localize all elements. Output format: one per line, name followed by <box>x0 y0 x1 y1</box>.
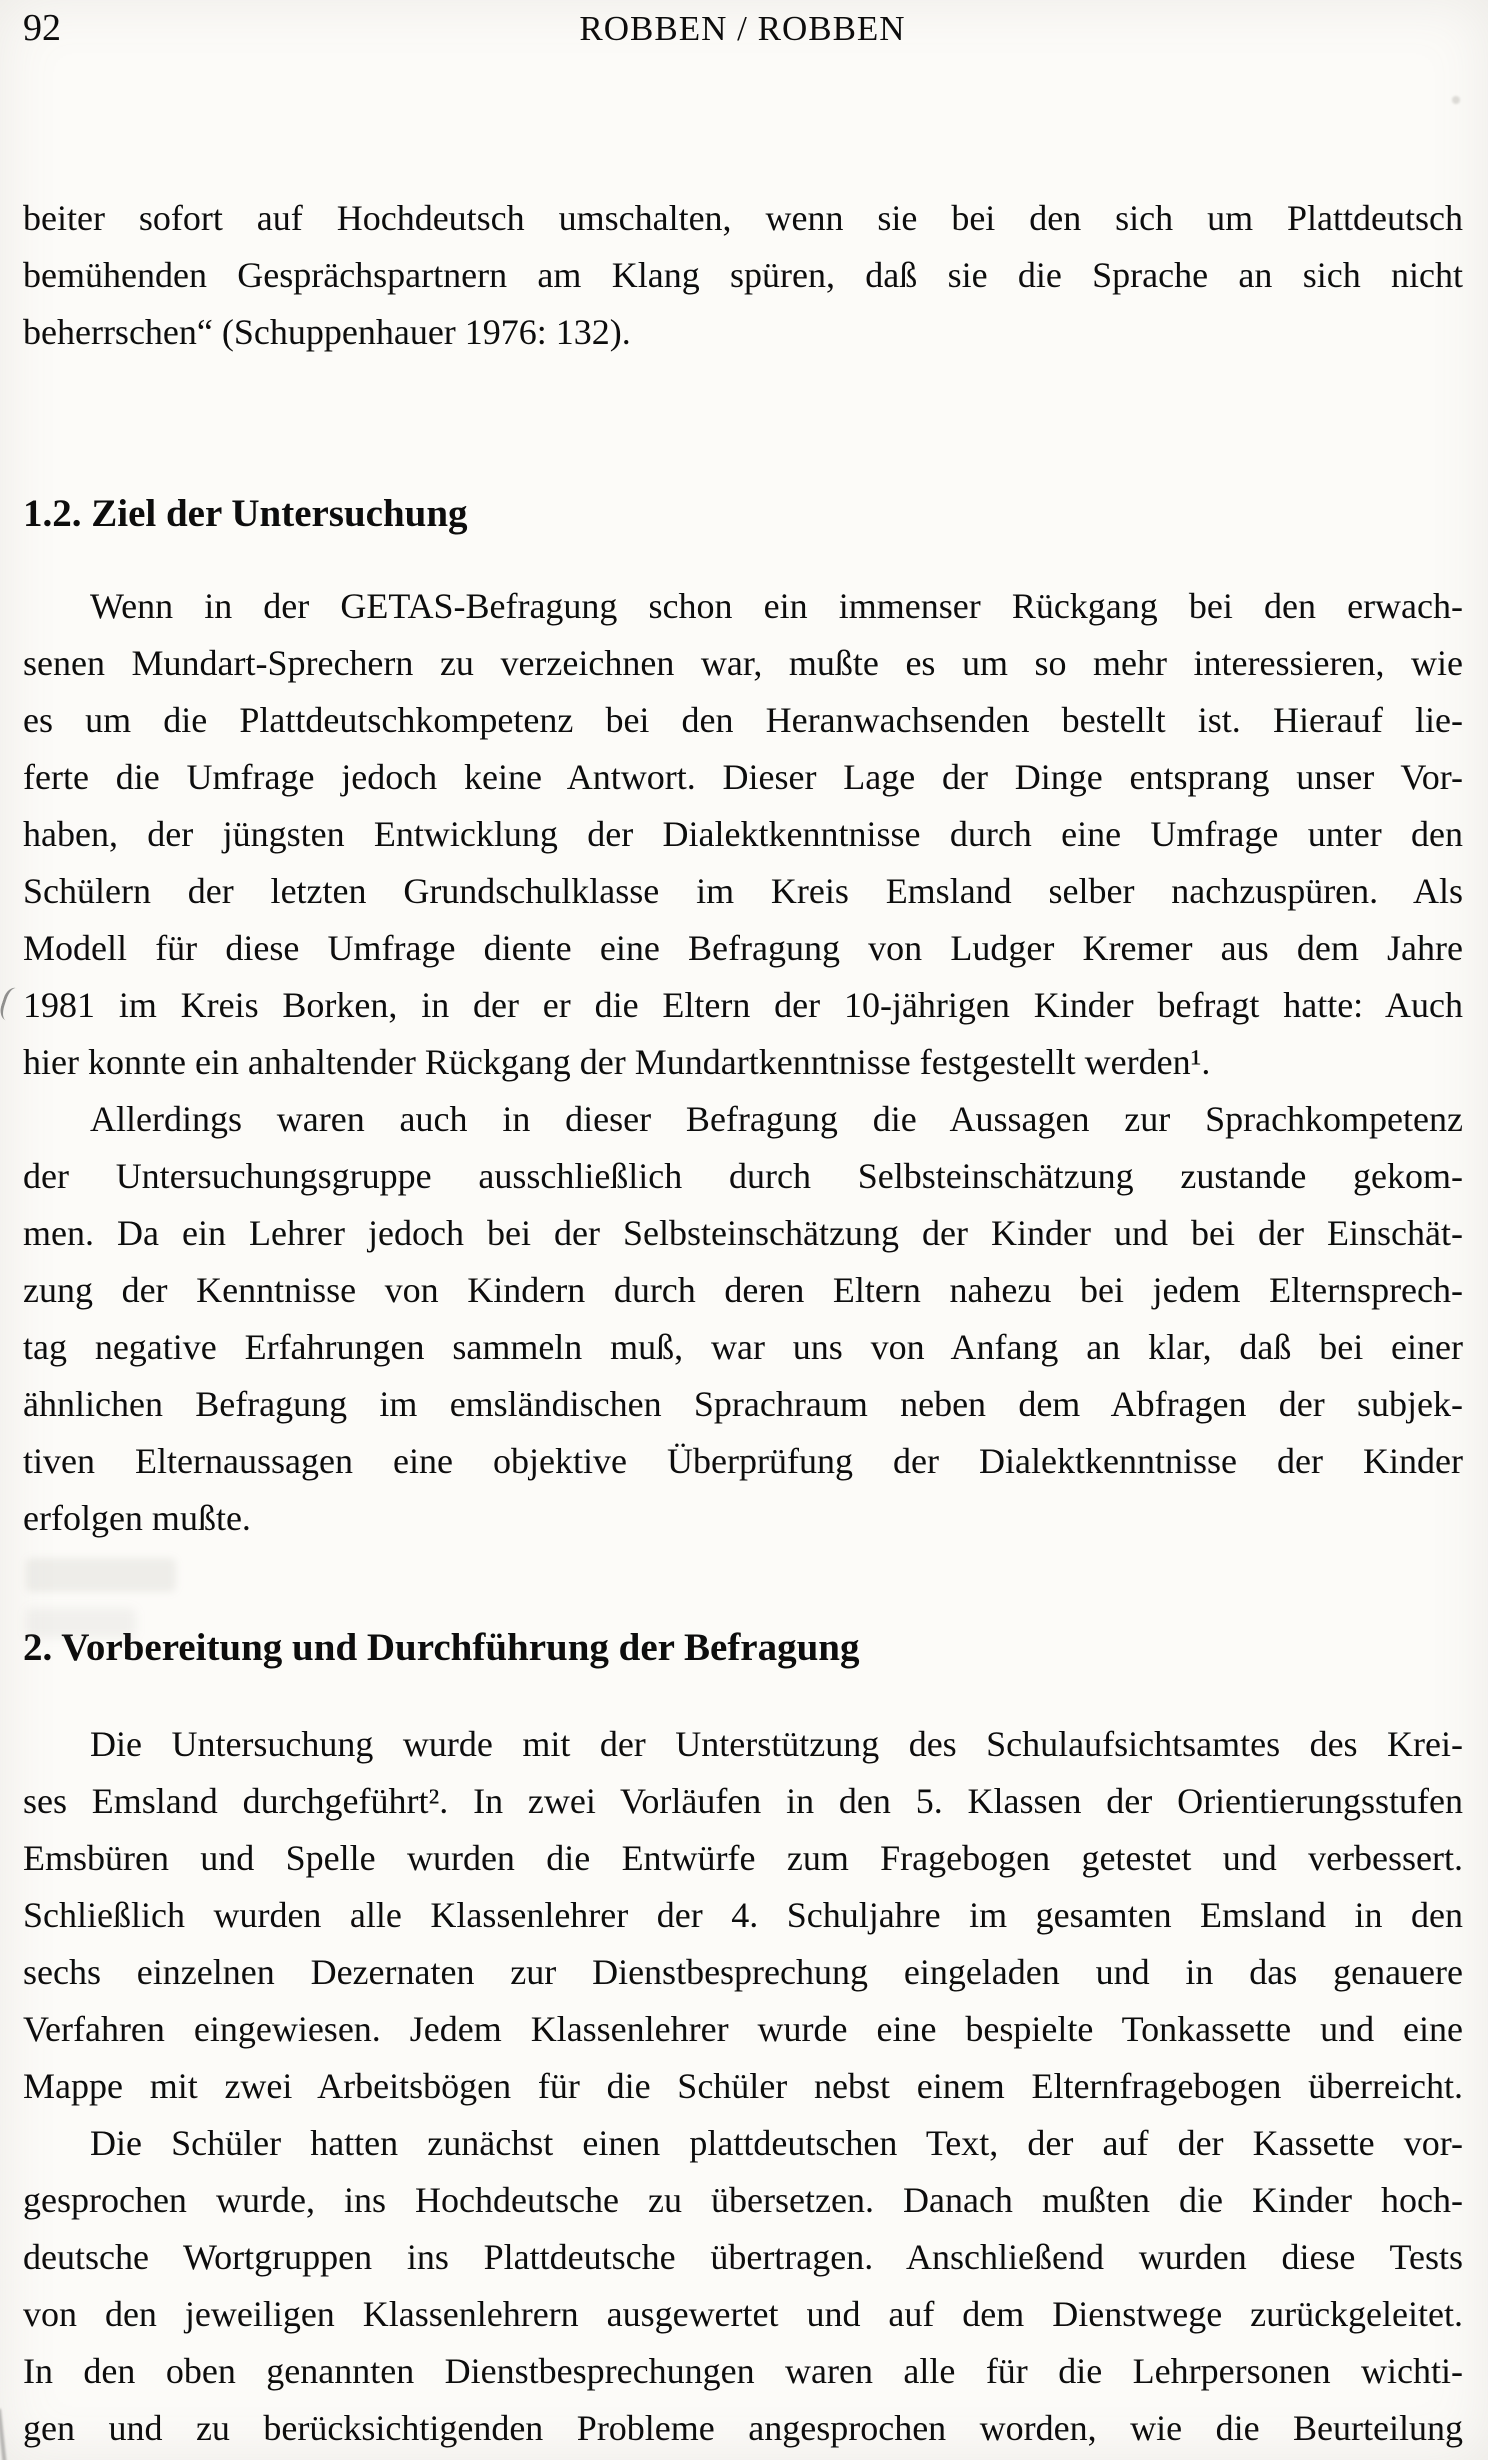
text-line: senen Mundart-Sprechern zu verzeichnen war, mußte es um so mehr interessieren, wie <box>23 643 1463 683</box>
text-line: gesprochen wurde, ins Hochdeutsche zu übersetzen. Danach mußten die Kinder hoch- <box>23 2180 1463 2220</box>
text-line: Wenn in der GETAS-Befragung schon ein immenser Rückgang bei den erwach- <box>90 586 1463 626</box>
text-line: men. Da ein Lehrer jedoch bei der Selbsteinschätzung der Kinder und bei der Einschät- <box>23 1213 1463 1253</box>
text-line: beiter sofort auf Hochdeutsch umschalten, wenn sie bei den sich um Plattdeutsch <box>23 198 1463 238</box>
text-line: Emsbüren und Spelle wurden die Entwürfe zum Fragebogen getestet und verbessert. <box>23 1838 1463 1878</box>
text-line: Schülern der letzten Grundschulklasse im Kreis Emsland selber nachzuspüren. Als <box>23 871 1463 911</box>
text-line: Modell für diese Umfrage diente eine Befragung von Ludger Kremer aus dem Jahre <box>23 928 1463 968</box>
text-line: deutsche Wortgruppen ins Plattdeutsche übertragen. Anschließend wurden diese Tests <box>23 2237 1463 2277</box>
text-line: gen und zu berücksichtigenden Probleme angesprochen worden, wie die Beurteilung <box>23 2408 1463 2448</box>
scan-artifact <box>0 2407 21 2460</box>
text-line: von den jeweiligen Klassenlehrern ausgewertet und auf dem Dienstwege zurückgeleitet. <box>23 2294 1463 2334</box>
paragraph <box>23 2115 1463 2457</box>
section-heading-1-2: 1.2. Ziel der Untersuchung <box>23 492 468 535</box>
text-line: Mappe mit zwei Arbeitsbögen für die Schüler nebst einem Elternfragebogen überreicht. <box>23 2066 1463 2106</box>
running-head: ROBBEN / ROBBEN <box>579 9 906 48</box>
text-line: der Untersuchungsgruppe ausschließlich durch Selbsteinschätzung zustande gekom- <box>23 1156 1463 1196</box>
text-line: tag negative Erfahrungen sammeln muß, war uns von Anfang an klar, daß bei einer <box>23 1327 1463 1367</box>
section-heading-2: 2. Vorbereitung und Durchführung der Befragung <box>23 1626 860 1669</box>
text-line: erfolgen mußte. <box>23 1498 251 1538</box>
text-line: bemühenden Gesprächspartnern am Klang spüren, daß sie die Sprache an sich nicht <box>23 255 1463 295</box>
scan-artifact <box>26 1558 176 1592</box>
text-line: Verfahren eingewiesen. Jedem Klassenlehrer wurde eine bespielte Tonkassette und eine <box>23 2009 1463 2049</box>
text-line: hier konnte ein anhaltender Rückgang der Mundartkenntnisse festgestellt werden¹. <box>23 1042 1211 1082</box>
paragraph <box>23 578 1463 1091</box>
paragraph <box>23 1091 1463 1547</box>
text-line: beherrschen“ (Schuppenhauer 1976: 132). <box>23 312 631 352</box>
text-line: tiven Elternaussagen eine objektive Überprüfung der Dialektkenntnisse der Kinder <box>23 1441 1463 1481</box>
text-line: Die Untersuchung wurde mit der Unterstützung des Schulaufsichtsamtes des Krei- <box>90 1724 1463 1764</box>
page-header <box>23 6 1462 56</box>
text-line: Schließlich wurden alle Klassenlehrer der 4. Schuljahre im gesamten Emsland in den <box>23 1895 1463 1935</box>
text-line: es um die Plattdeutschkompetenz bei den Heranwachsenden bestellt ist. Hierauf lie- <box>23 700 1463 740</box>
scan-artifact <box>1452 96 1460 104</box>
text-line: 1981 im Kreis Borken, in der er die Eltern der 10-jährigen Kinder befragt hatte: Auch <box>23 985 1463 1025</box>
text-line: In den oben genannten Dienstbesprechungen waren alle für die Lehrpersonen wichti- <box>23 2351 1463 2391</box>
paragraph-continuation <box>23 190 1463 361</box>
text-line: sechs einzelnen Dezernaten zur Dienstbesprechung eingeladen und in das genauere <box>23 1952 1463 1992</box>
paragraph <box>23 1716 1463 2115</box>
text-line: ses Emsland durchgeführt². In zwei Vorläufen in den 5. Klassen der Orientierungsstufen <box>23 1781 1463 1821</box>
text-line: haben, der jüngsten Entwicklung der Dialektkenntnisse durch eine Umfrage unter den <box>23 814 1463 854</box>
text-line: zung der Kenntnisse von Kindern durch deren Eltern nahezu bei jedem Elternsprech- <box>23 1270 1463 1310</box>
text-line: Allerdings waren auch in dieser Befragung die Aussagen zur Sprachkompetenz <box>90 1099 1463 1139</box>
text-line: Die Schüler hatten zunächst einen plattdeutschen Text, der auf der Kassette vor- <box>90 2123 1463 2163</box>
text-line: ähnlichen Befragung im emsländischen Sprachraum neben dem Abfragen der subjek- <box>23 1384 1463 1424</box>
page-number: 92 <box>23 7 61 49</box>
text-line: ferte die Umfrage jedoch keine Antwort. Dieser Lage der Dinge entsprang unser Vor- <box>23 757 1463 797</box>
